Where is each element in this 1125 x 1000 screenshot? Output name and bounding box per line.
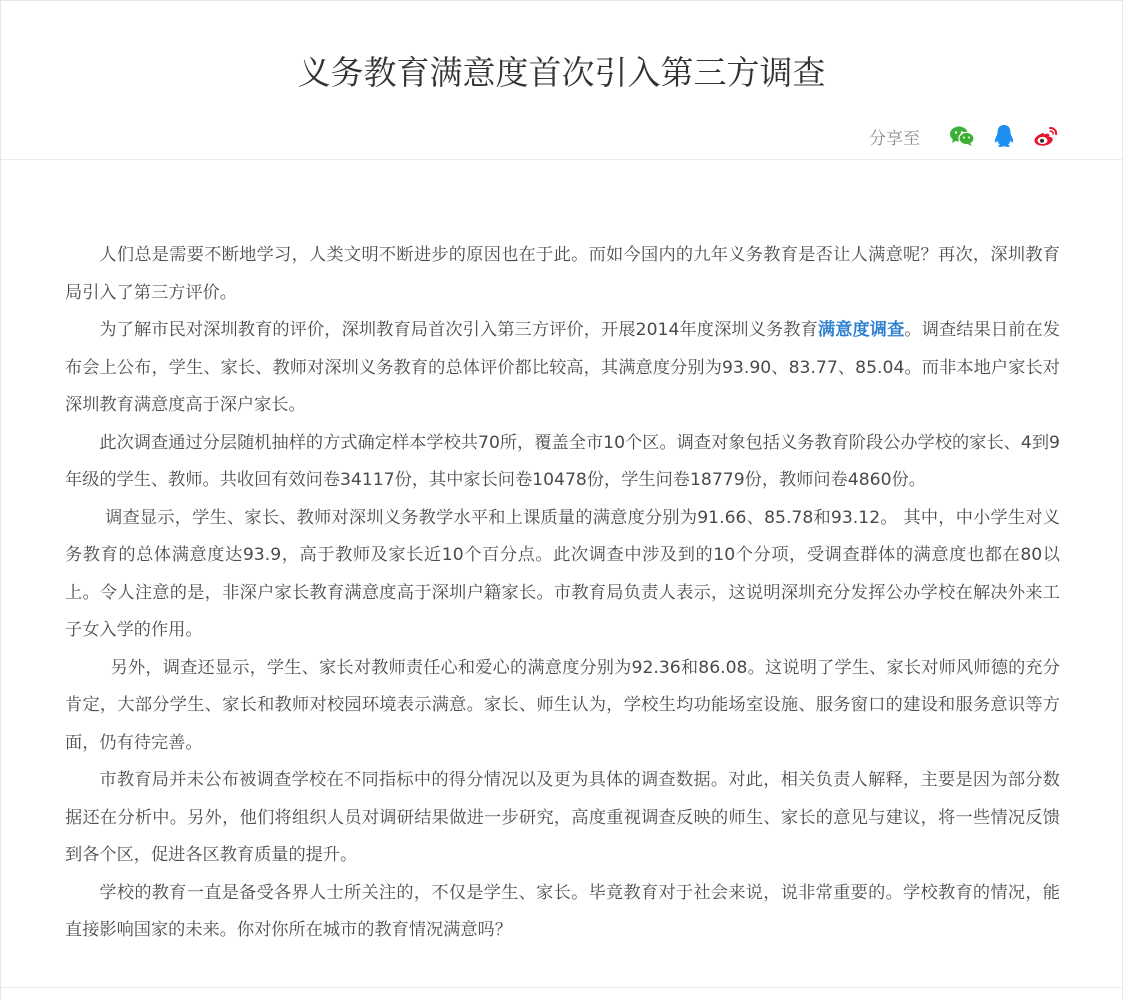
paragraph-6: 市教育局并未公布被调查学校在不同指标中的得分情况以及更为具体的调查数据。对此，相关负责人解释，主要是因为部分数据还在分析中。另外，他们将组织人员对调研结果做进一步研究，高度重视调查反映的师生、家长的意见与建议，将一些情况反馈到各个区，促进各区教育质量的提升。 [65, 770, 1060, 865]
article-body [65, 237, 1060, 950]
paragraph-3: 此次调查通过分层随机抽样的方式确定样本学校共70所，覆盖全市10个区。调查对象包括义务教育阶段公办学校的家长、4到9年级的学生、教师。共收回有效问卷34117份，其中家长问卷10478份，学生问卷18779份，教师问卷4860份。 [65, 432, 1060, 490]
qq-icon-glyph [993, 124, 1015, 148]
weibo-icon-glyph [1033, 125, 1059, 147]
bottom-divider [1, 987, 1122, 988]
wechat-icon-glyph [949, 125, 975, 147]
qq-icon[interactable] [990, 122, 1018, 150]
wechat-icon[interactable] [948, 122, 976, 150]
article-header [1, 1, 1122, 160]
article-title: 义务教育满意度首次引入第三方调查 [297, 53, 826, 92]
paragraph-7: 学校的教育一直是备受各界人士所关注的，不仅是学生、家长。毕竟教育对于社会来说，说非常重要的。学校教育的情况，能直接影响国家的未来。你对你所在城市的教育情况满意吗？ [65, 882, 1060, 940]
paragraph-4: 调查显示，学生、家长、教师对深圳义务教学水平和上课质量的满意度分别为91.66、85.78和93.12。 其中，中小学生对义务教育的总体满意度达93.9，高于教师及家长近10个百分点。此次调查中涉及到的10个分项，受调查群体的满意度也都在80以上。令人注意的是，非深户家长教育满意度高于深圳户籍家长。市教育局负责人表示，这说明深圳充分发挥公办学校在解决外来工子女入学的作用。 [65, 507, 1060, 640]
paragraph-5: 另外，调查还显示，学生、家长对教师责任心和爱心的满意度分别为92.36和86.08。这说明了学生、家长对师风师德的充分肯定，大部分学生、家长和教师对校园环境表示满意。家长、师生认为，学校生均功能场室设施、服务窗口的建设和服务意识等方面，仍有待完善。 [65, 657, 1060, 753]
paragraph-1: 人们总是需要不断地学习，人类文明不断进步的原因也在于此。而如今国内的九年义务教育是否让人满意呢？再次，深圳教育局引入了第三方评价。 [65, 245, 1060, 303]
weibo-icon[interactable] [1032, 122, 1060, 150]
share-bar [869, 121, 1060, 151]
paragraph-2-text-a: 为了解市民对深圳教育的评价，深圳教育局首次引入第三方评价，开展2014年度深圳义务教育 [99, 320, 818, 340]
paragraph-2 [65, 312, 1060, 425]
keyword-link-satisfaction-survey[interactable]: 满意度调查 [817, 320, 905, 340]
share-label: 分享至 [869, 128, 920, 149]
paragraph-2-text-b: 。调查结果日前在发布会上公布，学生、家长、教师对深圳义务教育的总体评价都比较高，其满意度分别为93.90、83.77、85.04。而非本地户家长对深圳教育满意度高于深户家长。 [65, 320, 1060, 415]
